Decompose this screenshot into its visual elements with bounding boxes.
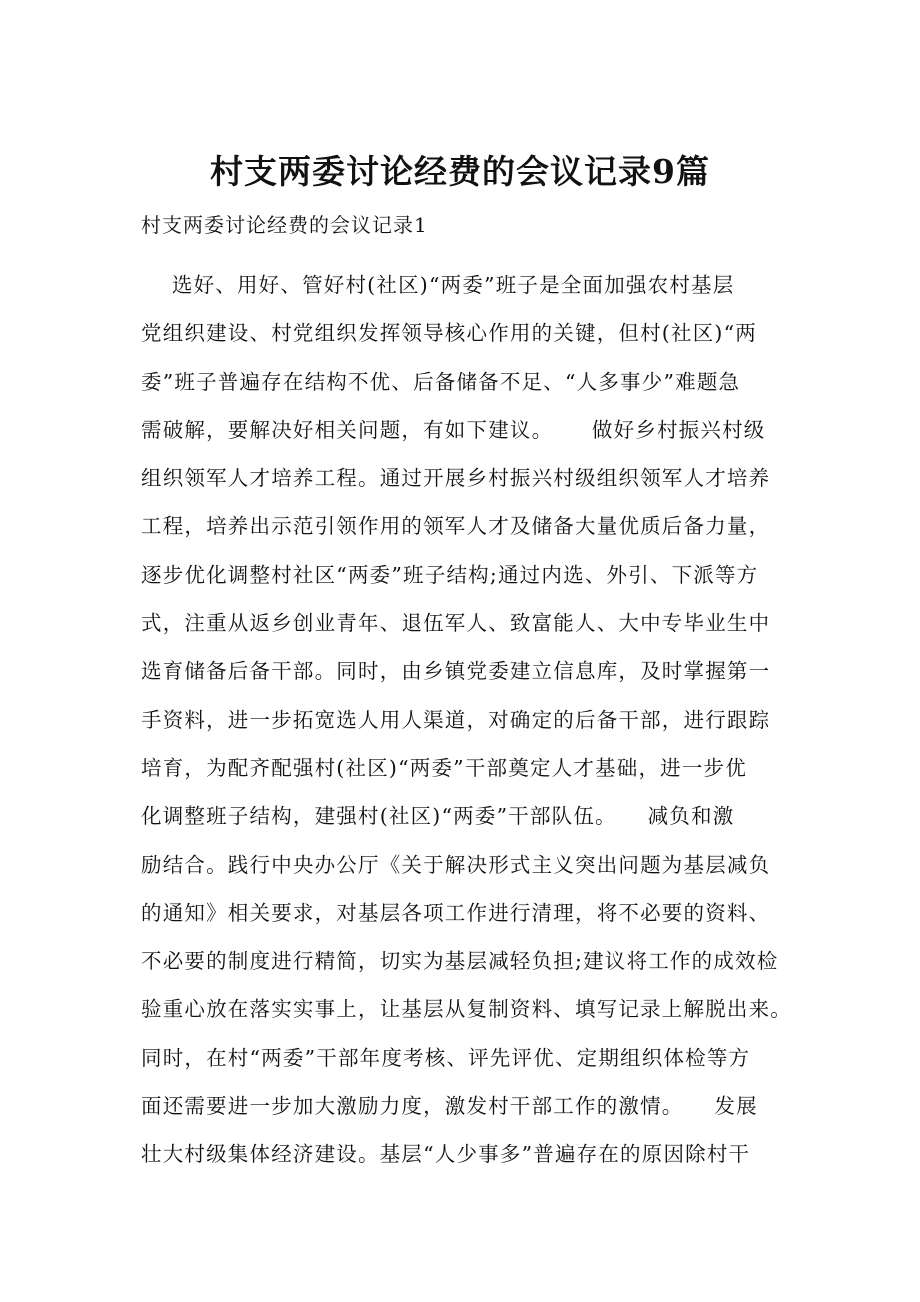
body-line: 壮大村级集体经济建设。基层“人少事多”普遍存在的原因除村干 — [141, 1142, 751, 1167]
body-text — [141, 265, 821, 1183]
body-line: 手资料，进一步拓宽选人用人渠道，对确定的后备干部，进行跟踪 — [141, 707, 771, 732]
body-line: 需破解，要解决好相关问题，有如下建议。 做好乡村振兴村级 — [141, 417, 766, 442]
document-title: 村支两委讨论经费的会议记录9篇 — [210, 152, 710, 191]
body-line: 党组织建设、村党组织发挥领导核心作用的关键，但村(社区)“两 — [141, 321, 757, 346]
body-line: 面还需要进一步加大激励力度，激发村干部工作的激情。 发展 — [141, 1094, 758, 1119]
body-line: 培育，为配齐配强村(社区)“两委”干部奠定人才基础，进一步优 — [141, 755, 747, 780]
body-line: 工程，培养出示范引领作用的领军人才及储备大量优质后备力量， — [141, 514, 771, 539]
section-heading: 村支两委讨论经费的会议记录1 — [141, 213, 428, 237]
body-line: 组织领军人才培养工程。通过开展乡村振兴村级组织领军人才培养 — [141, 466, 771, 491]
body-line: 不必要的制度进行精简，切实为基层减轻负担;建议将工作的成效检 — [141, 949, 779, 974]
body-line: 化调整班子结构，建强村(社区)“两委”干部队伍。 减负和激 — [141, 804, 735, 829]
body-line: 委”班子普遍存在结构不优、后备储备不足、“人多事少”难题急 — [141, 369, 741, 394]
body-line: 验重心放在落实实事上，让基层从复制资料、填写记录上解脱出来。 — [141, 997, 792, 1022]
body-line: 逐步优化调整村社区“两委”班子结构;通过内选、外引、下派等方 — [141, 562, 759, 587]
body-line: 励结合。践行中央办公厅《关于解决形式主义突出问题为基层减负 — [141, 852, 771, 877]
body-line: 同时，在村“两委”干部年度考核、评先评优、定期组织体检等方 — [141, 1045, 751, 1070]
body-line: 选好、用好、管好村(社区)“两委”班子是全面加强农村基层 — [141, 273, 735, 297]
body-line: 式，注重从返乡创业青年、退伍军人、致富能人、大中专毕业生中 — [141, 611, 771, 636]
body-line: 的通知》相关要求，对基层各项工作进行清理，将不必要的资料、 — [141, 900, 771, 925]
body-line: 选育储备后备干部。同时，由乡镇党委建立信息库，及时掌握第一 — [141, 659, 771, 684]
